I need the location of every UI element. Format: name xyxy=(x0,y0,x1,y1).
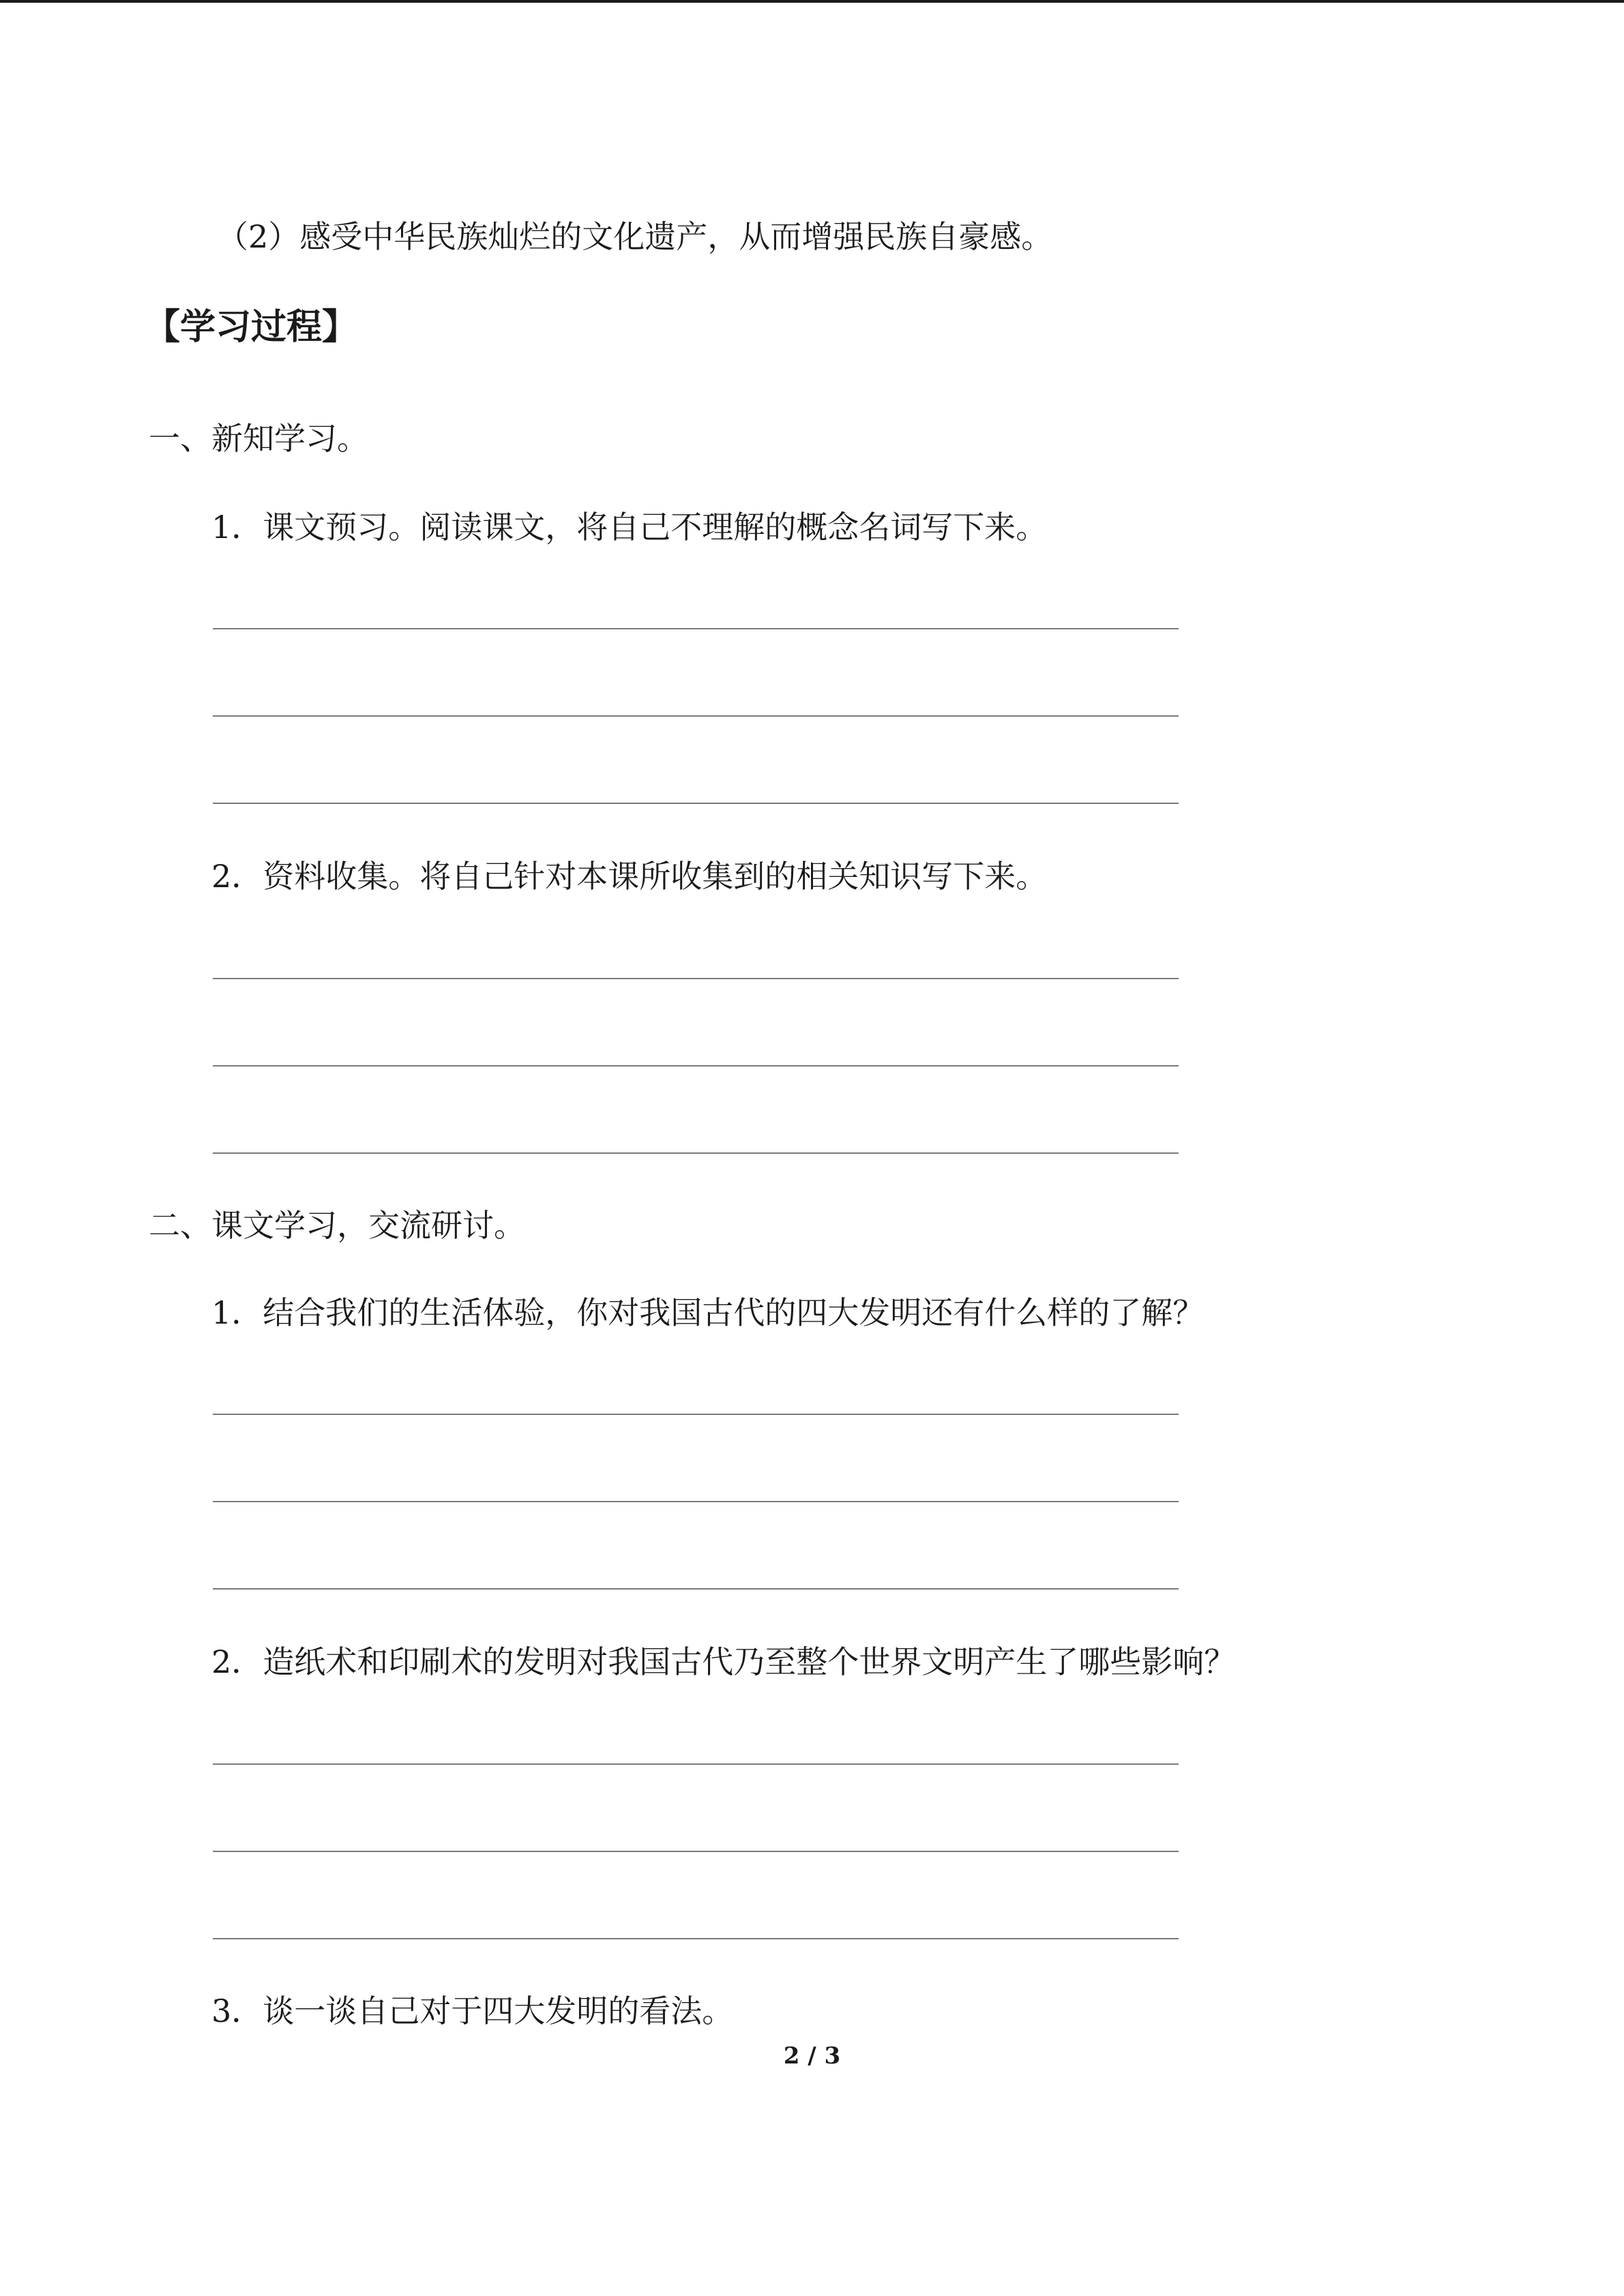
question-2-3: 3．谈一谈自己对于四大发明的看法。 xyxy=(211,1993,734,2029)
answer-line[interactable] xyxy=(213,1588,1179,1590)
part-title-text-study: 二、课文学习，交流研讨。 xyxy=(149,1207,525,1244)
answer-line[interactable] xyxy=(213,1501,1179,1502)
page-number: 2 / 3 xyxy=(783,2042,841,2070)
answer-line[interactable] xyxy=(213,978,1179,979)
answer-line[interactable] xyxy=(213,1414,1179,1415)
answer-line[interactable] xyxy=(213,1938,1179,1939)
answer-line[interactable] xyxy=(213,1763,1179,1765)
question-2-1: 1．结合我们的生活体验，你对我国古代的四大发明还有什么样的了解？ xyxy=(211,1294,1205,1331)
answer-line[interactable] xyxy=(213,1152,1179,1154)
answer-line[interactable] xyxy=(213,715,1179,717)
answer-line[interactable] xyxy=(213,1851,1179,1852)
question-1-2: 2．资料收集。将自己针对本课所收集到的相关知识写下来。 xyxy=(211,858,1048,895)
page-top-border xyxy=(0,0,1624,3)
answer-line[interactable] xyxy=(213,628,1179,629)
section-heading: 【学习过程】 xyxy=(145,306,358,348)
part-title-new-knowledge: 一、新知学习。 xyxy=(149,420,368,457)
question-1-1: 1．课文预习。阅读课文，将自己不理解的概念名词写下来。 xyxy=(211,509,1048,546)
question-2-2: 2．造纸术和印刷术的发明对我国古代乃至整个世界文明产生了哪些影响？ xyxy=(211,1643,1236,1680)
answer-line[interactable] xyxy=(213,803,1179,804)
learning-objective: （2）感受中华民族灿烂的文化遗产，从而增强民族自豪感。 xyxy=(217,218,1053,255)
answer-line[interactable] xyxy=(213,1065,1179,1067)
